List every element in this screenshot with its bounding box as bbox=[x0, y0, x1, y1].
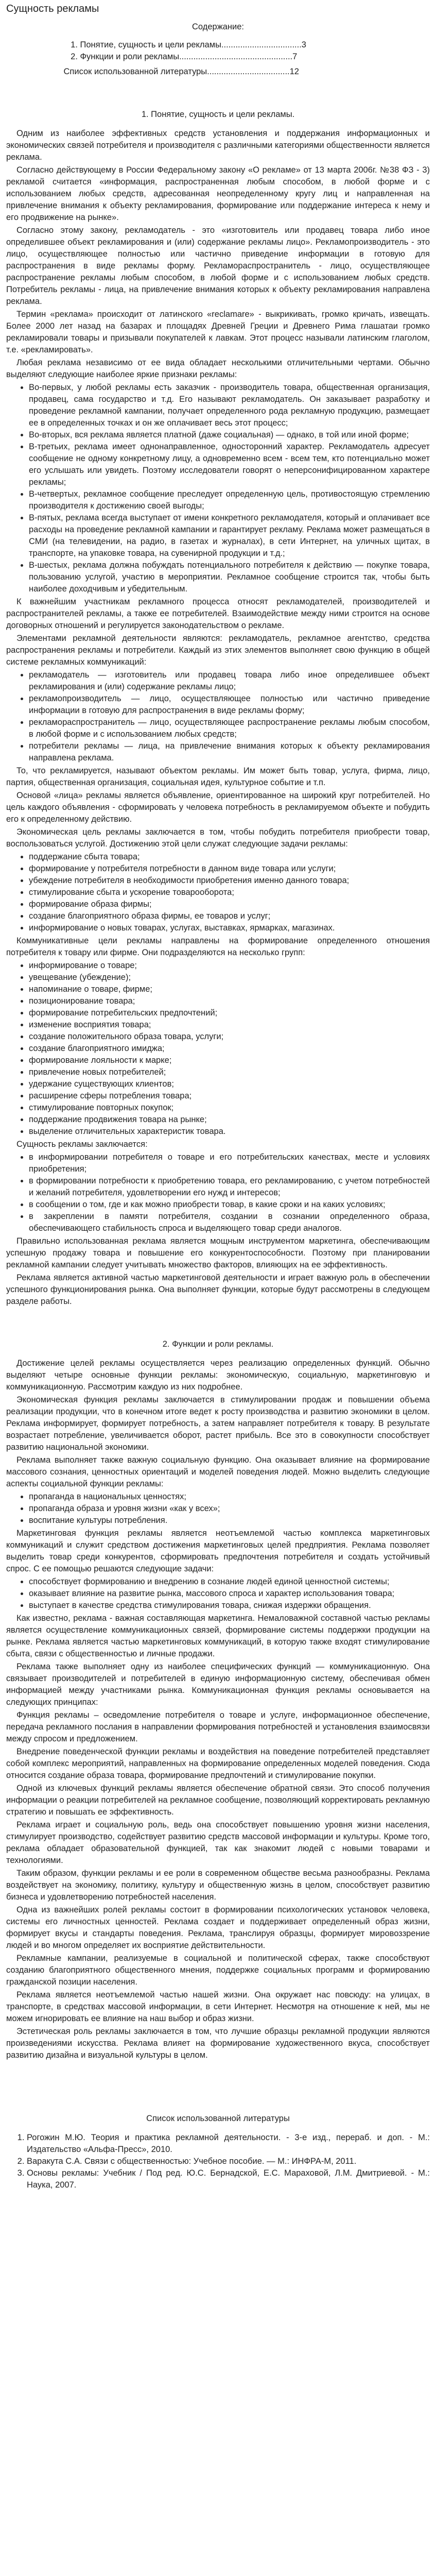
bullet-list bbox=[6, 1491, 430, 1527]
list-item: • рекламопроизводитель — лицо, осуществляющее полностью или частично приведение информации в готовую для распространения в виде рекламы форму; bbox=[29, 693, 430, 717]
paragraph: Как известно, реклама - важная составляющая маркетинга. Немаловажной составной частью рекламы является осуществление коммуникационных связей, формирование системы поддержки продукции на рынке. Реклама является частью маркетинговых коммуникаций, в которую также входят стимулирование сбыта, связи с общественностью и личные продажи. bbox=[6, 1614, 430, 1658]
paragraph: Согласно этому закону, рекламодатель - это «изготовитель или продавец товара либо иное определившее объект рекламирования и (или) содержание рекламы лицо». Рекламопроизводитель - это лицо, осуществляющее полностью или частично приведение информации в готовую для распространения в виде рекламы форму. Рекламораспространитель - лицо, осуществляющее распространение рекламы любым способом, в любой форме и с использованием любых средств. Потребитель рекламы - лица, на привлечение внимания которых к объекту рекламирования направлена реклама. bbox=[6, 226, 430, 306]
paragraph: Достижение целей рекламы осуществляется через реализацию определенных функций. Обычно выделяют четыре основные функции рекламы: экономическую, социальную, маркетинговую и коммуникационную. Рассмотрим каждую из них подробнее. bbox=[6, 1359, 430, 1392]
document-title: Сущность рекламы bbox=[6, 3, 99, 14]
list-item: • рекламораспространитель — лицо, осуществляющее распространение рекламы любым способом, в любой форме и с использованием любых средств; bbox=[29, 717, 430, 740]
list-item: • стимулирование повторных покупок; bbox=[29, 1102, 430, 1114]
paragraph: Маркетинговая функция рекламы является неотъемлемой частью комплекса маркетинговых коммуникаций и служит средством достижения маркетинговых целей предприятия. Реклама позволяет выделить товар среди конкурентов, сформировать предпочтения потребителя и создать устойчивый спрос. С ее помощью решаются следующие задачи: bbox=[6, 1529, 430, 1573]
toc-literature[interactable]: Список использованной литературы...................................12 bbox=[63, 67, 299, 76]
list-item: • оказывает влияние на развитие рынка, массового спроса и характер использования товара; bbox=[29, 1588, 430, 1600]
list-item: • пропаганда в национальных ценностях; bbox=[29, 1491, 430, 1503]
list-item: • формирование потребительских предпочтений; bbox=[29, 1007, 430, 1019]
list-item: • создание благоприятного имиджа; bbox=[29, 1043, 430, 1055]
reference-item: 3. Основы рекламы: Учебник / Под ред. Ю.С. Бернадской, Е.С. Мараховой, Л.М. Дмитриевой. - М.: Наука, 2007. bbox=[27, 2167, 430, 2191]
list-item: • В-пятых, реклама всегда выступает от имени конкретного рекламодателя, который и оплачивает все расходы на проведение рекламной кампании и гарантирует рекламу. Реклама может размещаться в СМИ (на телевидении, на радио, в газетах и журналах), в сети Интернет, на уличных щитах, в транспорте, на упаковке товара, на сувенирной продукции и т.д.; bbox=[29, 512, 430, 560]
toc-list bbox=[64, 39, 373, 63]
bullet-list bbox=[6, 382, 430, 595]
list-item: • В-четвертых, рекламное сообщение преследует определенную цель, противостоящую стремлению производителя к достижению своей выгоды; bbox=[29, 488, 430, 512]
list-item: • рекламодатель — изготовитель или продавец товара либо иное определившее объект рекламирования и (или) содержание рекламы лицо; bbox=[29, 669, 430, 693]
paragraph: Экономическая цель рекламы заключается в том, чтобы побудить потребителя приобрести товар, воспользоваться услугой. Достижению этой цели служат следующие задачи рекламы: bbox=[6, 827, 430, 849]
paragraph: Одна из важнейших ролей рекламы состоит в формировании психологических установок человека, системы его личностных ценностей. Реклама создает и поддерживает определенный образ жизни, формирует вкусы и стандарты поведения. Реклама, транслируя образцы, формирует мировоззрение людей и во многом определяет их восприятие действительности. bbox=[6, 1905, 430, 1950]
paragraph: Правильно использованная реклама является мощным инструментом маркетинга, обеспечивающим успешную продажу товара и повышение его конкурентоспособности. Поэтому при планировании рекламной кампании следует учитывать множество факторов, влияющих на ее эффективность. bbox=[6, 1236, 430, 1269]
list-item: • формирование у потребителя потребности в данном виде товара или услуги; bbox=[29, 863, 430, 875]
paragraph: Одной из ключевых функций рекламы является обеспечение обратной связи. Это способ получения информации о реакции потребителей на рекламное сообщение, позволяющий корректировать рекламную стратегию и повышать ее эффективность. bbox=[6, 1784, 430, 1817]
list-item: • выступает в качестве средства стимулирования товара, снижая издержки обращения. bbox=[29, 1600, 430, 1612]
list-item: • формирование лояльности к марке; bbox=[29, 1055, 430, 1066]
paragraph: Реклама выполняет также важную социальную функцию. Она оказывает влияние на формирование массового сознания, ценностных ориентаций и моделей поведения людей. Можно выделить следующие аспекты социальной функции рекламы: bbox=[6, 1455, 430, 1488]
list-item: • информирование о товаре; bbox=[29, 960, 430, 972]
list-item: • увещевание (убеждение); bbox=[29, 972, 430, 984]
paragraph: Реклама также выполняет одну из наиболее специфических функций — коммуникационную. Она связывает производителей и потребителей в единую информационную систему, обеспечивая обмен информацией между участниками рынка. Коммуникационная функция рекламы основывается на следующих принципах: bbox=[6, 1662, 430, 1707]
paragraph: Сущность рекламы заключается: bbox=[16, 1140, 148, 1149]
list-item: • информирование о новых товарах, услугах, выставках, ярмарках, магазинах. bbox=[29, 922, 430, 934]
list-item: • в информировании потребителя о товаре и его потребительских качествах, месте и условиях приобретения; bbox=[29, 1151, 430, 1175]
paragraph: Элементами рекламной деятельности являются: рекламодатель, рекламное агентство, средства распространения рекламы и потребители. Каждый из этих элементов выполняет свою функцию в общей системе рекламных коммуникаций: bbox=[6, 634, 430, 667]
references-list bbox=[6, 2132, 430, 2191]
toc-item[interactable]: 1. Понятие, сущность и цели рекламы..................................3 bbox=[80, 39, 373, 51]
list-item: • поддержание продвижения товара на рынке; bbox=[29, 1114, 430, 1126]
toc-heading: Содержание: bbox=[191, 22, 244, 31]
bullet-list bbox=[6, 1151, 430, 1234]
table-of-contents bbox=[64, 21, 373, 78]
section-body bbox=[6, 1358, 430, 2061]
bullet-list bbox=[6, 1576, 430, 1612]
paragraph: Любая реклама независимо от ее вида обладает несколькими отличительными чертами. Обычно выделяют следующие наиболее яркие признаки рекламы: bbox=[6, 358, 430, 379]
list-item: • создание благоприятного образа фирмы, ее товаров и услуг; bbox=[29, 910, 430, 922]
paragraph: Согласно действующему в России Федеральному закону «О рекламе» от 13 марта 2006г. №38 ФЗ - 3) рекламой считается «информация, распространенная любым способом, в любой форме и с использованием любых средств, адресованная неопределенному кругу лиц и направленная на привлечение внимания к объекту рекламирования, формирование или поддержание интереса к нему и его продвижение на рынке». bbox=[6, 165, 430, 222]
paragraph: Одним из наиболее эффективных средств установления и поддержания информационных и экономических связей потребителя и производителя с различными категориями общественности является реклама. bbox=[6, 129, 430, 162]
list-item: • пропаганда образа и уровня жизни «как у всех»; bbox=[29, 1503, 430, 1515]
list-item: • поддержание сбыта товара; bbox=[29, 851, 430, 863]
list-item: • потребители рекламы — лица, на привлечение внимания которых к объекту рекламирования направлена реклама. bbox=[29, 740, 430, 764]
paragraph: Реклама является активной частью маркетинговой деятельности и играет важную роль в обеспечении успешного функционирования рынка. Она выполняет функции, которые будут рассмотрены в следующем разделе работы. bbox=[6, 1273, 430, 1306]
reference-item: 2. Варакута С.А. Связи с общественностью: Учебное пособие. — М.: ИНФРА-М, 2011. bbox=[27, 2156, 430, 2167]
list-item: • создание положительного образа товара, услуги; bbox=[29, 1031, 430, 1043]
list-item: • формирование образа фирмы; bbox=[29, 899, 430, 910]
list-item: • Во-вторых, вся реклама является платной (даже социальная) — однако, в той или иной форме; bbox=[29, 429, 430, 441]
list-item: • воспитание культуры потребления. bbox=[29, 1515, 430, 1527]
references-section bbox=[6, 2113, 430, 2191]
list-item: • удержание существующих клиентов; bbox=[29, 1078, 430, 1090]
paragraph: Рекламные кампании, реализуемые в социальной и политической сферах, также способствуют созданию благоприятного общественного мнения, поддержке социальных программ и формированию гражданской позиции населения. bbox=[6, 1954, 430, 1987]
paragraph: Экономическая функция рекламы заключается в стимулировании продаж и повышении объема реализации продукции, что в конечном итоге ведет к росту производства и развитию экономики в целом. Реклама информирует, формирует потребность, а затем направляет потребителя к товару. В результате возрастает потребление, увеличивается оборот, растет прибыль. Все это в совокупности способствует развитию национальной экономики. bbox=[6, 1395, 430, 1452]
paragraph: Реклама играет и социальную роль, ведь она способствует повышению уровня жизни населения, стимулирует производство, содействует развитию средств массовой информации и культуры. Кроме того, реклама обладает образовательной функцией, так как знакомит людей с новыми товарами и технологиями. bbox=[6, 1820, 430, 1865]
paragraph: Термин «реклама» происходит от латинского «reclamare» - выкрикивать, громко кричать, извещать. Более 2000 лет назад на базарах и площадях Древней Греции и Древнего Рима глашатаи громко рекламировали товары и призывали покупателей к лавкам. Этот процесс называли латинским глаголом, т.е. «рекламировать». bbox=[6, 310, 430, 354]
list-item: • способствует формированию и внедрению в сознание людей единой ценностной системы; bbox=[29, 1576, 430, 1588]
list-item: • В-шестых, реклама должна побуждать потенциального потребителя к действию — покупке товара, пользованию услугой, участию в мероприятии. Рекламное сообщение строится так, чтобы быть наиболее доходчивым и убедительным. bbox=[29, 560, 430, 595]
paragraph: К важнейшим участникам рекламного процесса относят рекламодателей, производителей и распространителей рекламы, а также ее потребителей. Взаимодействие между ними строится на основе договорных отношений и регулируется законодательством о рекламе. bbox=[6, 597, 430, 630]
paragraph: Функция рекламы – осведомление потребителя о товаре и услуге, информационное обеспечение, передача рекламного послания в направлении формирования потребностей и установления взаимосвязи между спросом и предложением. bbox=[6, 1710, 430, 1743]
paragraph: Внедрение поведенческой функции рекламы и воздействия на поведение потребителей представляет собой комплекс мероприятий, направленных на формирование определенных моделей поведения. Сюда относится создание образа товара, формирование предпочтений и стимулирование покупки. bbox=[6, 1747, 430, 1780]
list-item: • В-третьих, реклама имеет однонаправленное, односторонний характер. Рекламодатель адресует сообщение не одному конкретному лицу, а одновременно всем - всем тем, кто потенциально может его услышать или увидеть. Поэтому исследователи говорят о неперсонифицированном характере рекламы; bbox=[29, 441, 430, 488]
list-item: • в сообщении о том, где и как можно приобрести товар, в какие сроки и на каких условиях; bbox=[29, 1199, 430, 1211]
bullet-list bbox=[6, 960, 430, 1138]
bullet-list bbox=[6, 851, 430, 934]
bullet-list bbox=[6, 669, 430, 764]
section-functions bbox=[6, 1338, 430, 2061]
list-item: • выделение отличительных характеристик товара. bbox=[29, 1126, 430, 1138]
list-item: • позиционирование товара; bbox=[29, 995, 430, 1007]
list-item: • убеждение потребителя в необходимости приобретения именно данного товара; bbox=[29, 875, 430, 887]
paragraph: Основой «лица» рекламы является объявление, ориентированное на широкий круг потребителей. Но цель каждого объявления - сформировать у человека потребность в рекламируемом объекте и побудить его к определенному действию. bbox=[6, 791, 430, 824]
list-item: • в формировании потребности к приобретению товара, его рекламированию, с учетом потребностей и желаний потребителя, удовлетворении его нужд и интересов; bbox=[29, 1175, 430, 1199]
list-item: • напоминание о товаре, фирме; bbox=[29, 984, 430, 995]
list-item: • в закреплении в памяти потребителя, создании в сознании определенного образа, обеспечивающего стабильность спроса и выделяющего товар среди аналогов. bbox=[29, 1211, 430, 1234]
paragraph: То, что рекламируется, называют объектом рекламы. Им может быть товар, услуга, фирма, лицо, партия, общественная организация, социальная идея, культурное событие и т.п. bbox=[6, 766, 430, 787]
list-item: • расширение сферы потребления товара; bbox=[29, 1090, 430, 1102]
list-item: • стимулирование сбыта и ускорение товарооборота; bbox=[29, 887, 430, 899]
paragraph: Эстетическая роль рекламы заключается в том, что лучшие образцы рекламной продукции являются произведениями искусства. Реклама влияет на формирование художественного вкуса, способствует развитию дизайна и визуальной культуры в целом. bbox=[6, 2027, 430, 2060]
section-heading: 2. Функции и роли рекламы. bbox=[162, 1340, 274, 1349]
section-heading: 1. Понятие, сущность и цели рекламы. bbox=[141, 110, 295, 119]
list-item: • изменение восприятия товара; bbox=[29, 1019, 430, 1031]
list-item: • привлечение новых потребителей; bbox=[29, 1066, 430, 1078]
references-heading: Список использованной литературы bbox=[146, 2114, 290, 2123]
paragraph: Реклама является неотъемлемой частью нашей жизни. Она окружает нас повсюду: на улицах, в транспорте, в средствах массовой информации, в сети Интернет. Несмотря на отношение к ней, мы не можем игнорировать ее влияние на наш выбор и образ жизни. bbox=[6, 1990, 430, 2023]
paragraph: Коммуникативные цели рекламы направлены на формирование определенного отношения потребителя к товару или фирме. Они подразделяются на несколько групп: bbox=[6, 936, 430, 957]
section-concept bbox=[6, 109, 430, 1308]
paragraph: Таким образом, функции рекламы и ее роли в современном обществе весьма разнообразны. Реклама воздействует на экономику, политику, культуру и общественную жизнь в целом, способствует развитию бизнеса и удовлетворению потребностей населения. bbox=[6, 1869, 430, 1902]
toc-item[interactable]: 2. Функции и роли рекламы................................................7 bbox=[80, 51, 373, 63]
section-body bbox=[6, 128, 430, 1308]
list-item: • Во-первых, у любой рекламы есть заказчик - производитель товара, общественная организация, продавец, сама государство и т.д. Его называют рекламодатель. Он заказывает разработку и проведение рекламной кампании, получает определенного рода рекламную продукцию, размещает ее в определенных точках и он же оплачивает весь этот процесс; bbox=[29, 382, 430, 429]
reference-item: 1. Рогожин М.Ю. Теория и практика рекламной деятельности. - 3-е изд., перераб. и доп. - М.: Издательство «Альфа-Пресс», 2010. bbox=[27, 2132, 430, 2156]
